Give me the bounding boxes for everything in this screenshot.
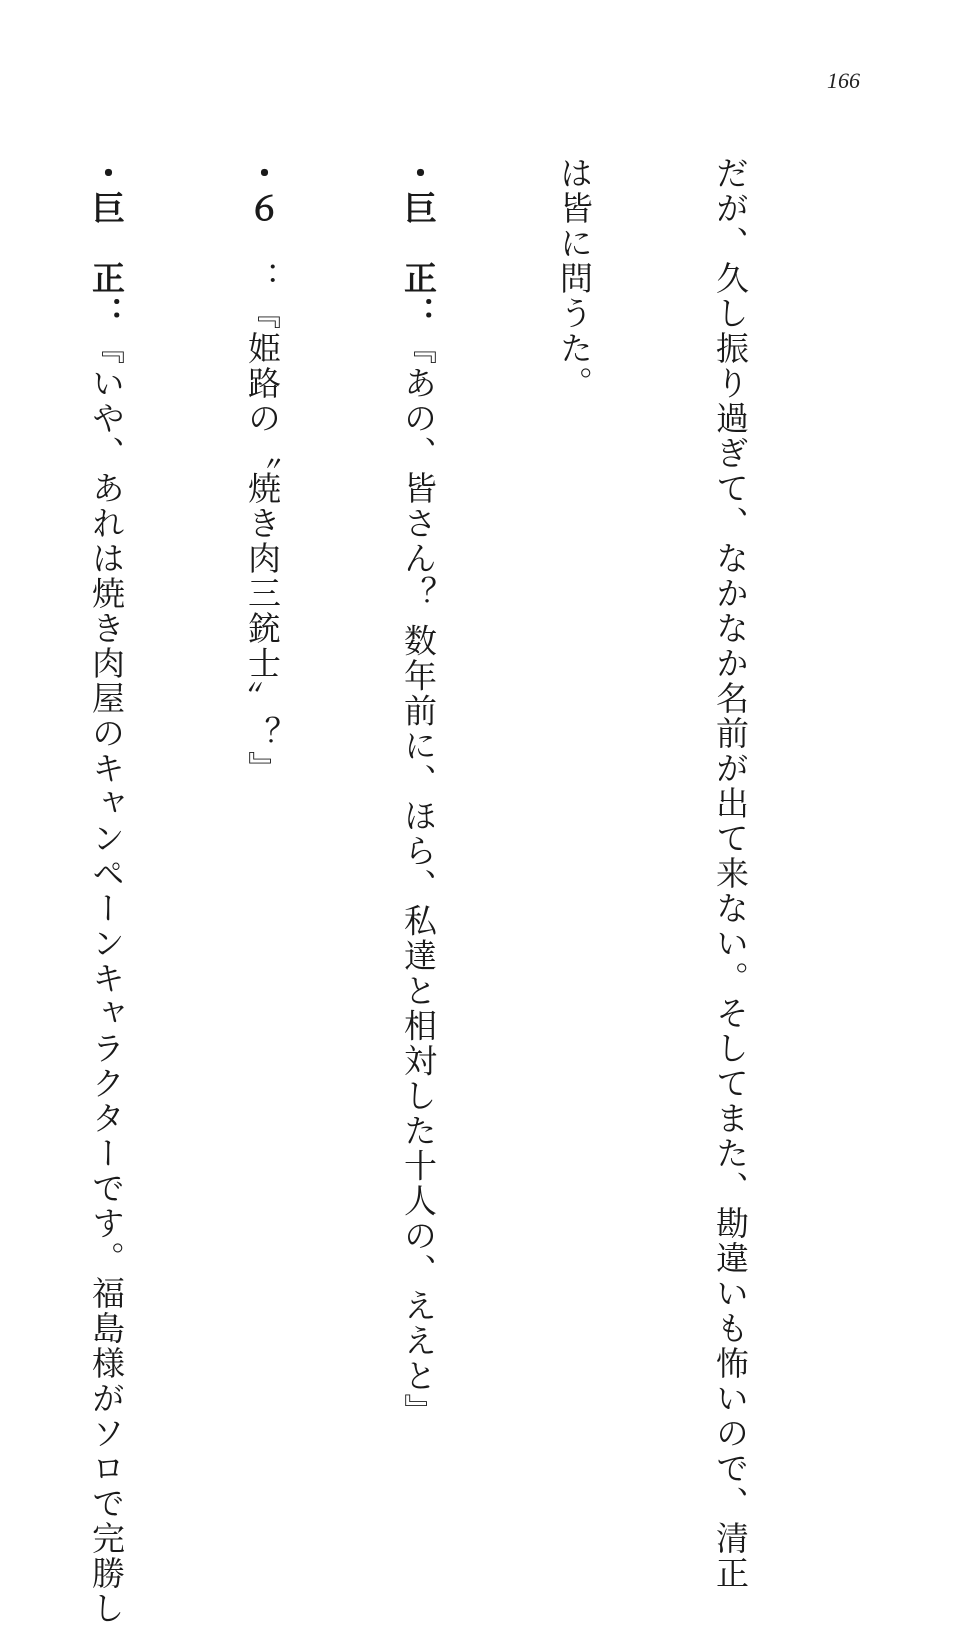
line-text: だが、久し振り過ぎて、なかなか名前が出て来ない。そしてまた、勘違いも怖いので、清正 — [711, 156, 750, 1591]
page-number: 166 — [827, 68, 860, 93]
vertical-text-block — [0, 156, 860, 1626]
line-text: 『いや、あれは焼き肉屋のキャンペーンキャラクターです。福島様がソロで完勝し — [87, 331, 126, 1626]
speaker-label: ・巨 正： — [399, 156, 438, 331]
line-text: ：『姫路の〝焼き肉三銃士〟？』 — [243, 226, 282, 786]
text-line-1 — [704, 156, 756, 1591]
text-line-5 — [80, 156, 132, 1626]
speaker-label: ・巨 正： — [87, 156, 126, 331]
text-line-2 — [548, 156, 600, 1346]
text-line-4 — [236, 156, 288, 1346]
text-line-3 — [392, 156, 444, 1429]
line-text: 『あの、皆さん？ 数年前に、ほら、私達と相対した十人の、ええと』 — [399, 331, 438, 1429]
line-text: は皆に問うた。 — [555, 156, 594, 401]
speaker-label: ・６ — [243, 156, 282, 226]
